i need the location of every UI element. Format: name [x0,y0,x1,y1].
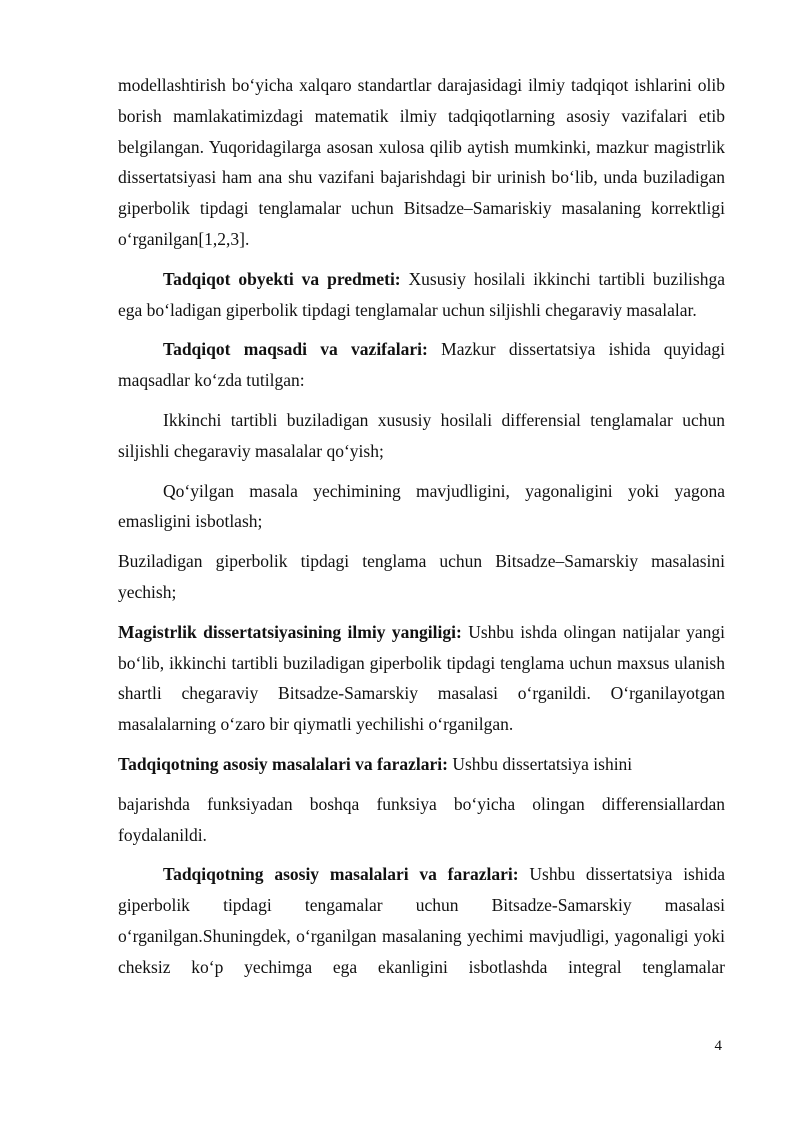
paragraph-intro [118,70,725,255]
paragraph-scientific-novelty [118,617,725,740]
paragraph-main-problems-2 [118,859,725,982]
paragraph-heading: Tadqiqotning asosiy masalalari va farazlari: [163,864,519,885]
paragraph-main-problems [118,749,725,780]
paragraph-goal-2 [118,476,725,538]
paragraph-text: Qo‘yilgan masala yechimining mavjudligini, yagonaligini yoki yagona emasligini isbotlash; [118,480,725,532]
paragraph-text: Ushbu dissertatsiya ishida giperbolik tipdagi tengamalar uchun Bitsadze-Samarskiy masalasi o‘rganilgan.Shuningdek, o‘rganilgan masalaning yechimi mavjudligi, yagonaligi yoki cheksiz ko‘p yechimga ega ekanligini isbotlashda integral tenglamalar [118,864,725,977]
paragraph-heading: Tadqiqotning asosiy masalalari va farazlari: [118,753,448,774]
paragraph-text: bajarishda funksiyadan boshqa funksiya bo‘yicha olingan differensiallardan foydalanildi. [118,793,725,845]
paragraph-goal-1 [118,405,725,467]
body-text [118,70,725,983]
paragraph-heading: Tadqiqot obyekti va predmeti: [163,268,401,289]
paragraph-heading: Magistrlik dissertatsiyasining ilmiy yangiligi: [118,621,462,642]
paragraph-text: Ushbu dissertatsiya ishini [452,753,633,774]
paragraph-text: Mazkur dissertatsiya ishida quyidagi maqsadlar ko‘zda tutilgan: [118,339,725,391]
paragraph-research-goals [118,334,725,396]
paragraph-text: modellashtirish bo‘yicha xalqaro standartlar darajasidagi ilmiy tadqiqot ishlarini olib borish mamlakatimizdagi matematik ilmiy tadqiqotlarning asosiy vazifalari etib belgilangan. Yuqoridagilarga asosan xulosa qilib aytish mumkinki, mazkur magistrlik dissertatsiyasi ham ana shu vazifani bajarishdagi bir urinish bo‘lib, unda buziladigan giperbolik tipdagi tenglamalar uchun Bitsadze–Samariskiy masalaning korrektligi o‘rganilgan[1,2,3]. [118,75,725,249]
paragraph-text: Ushbu ishda olingan natijalar yangi bo‘lib, ikkinchi tartibli buziladigan giperbolik tipdagi tenglama uchun maxsus ulanish shartli chegaraviy Bitsadze-Samarskiy masalasi o‘rganildi. O‘rganilayotgan masalalarning o‘zaro bir qiymatli yechilishi o‘rganilgan. [118,621,726,735]
paragraph-goal-3 [118,546,725,608]
paragraph-heading: Tadqiqot maqsadi va vazifalari: [163,339,428,360]
page-number: 4 [714,1038,722,1054]
paragraph-research-object [118,264,725,326]
paragraph-text: Xususiy hosilali ikkinchi tartibli buzilishga ega bo‘ladigan giperbolik tipdagi tenglamalar uchun siljishli chegaraviy masalalar. [118,268,725,320]
paragraph-text: Buziladigan giperbolik tipdagi tenglama uchun Bitsadze–Samarskiy masalasini yechish; [118,551,725,602]
paragraph-main-problems-cont [118,789,725,851]
paragraph-text: Ikkinchi tartibli buziladigan xususiy hosilali differensial tenglamalar uchun siljishli chegaraviy masalalar qo‘yish; [118,409,725,461]
